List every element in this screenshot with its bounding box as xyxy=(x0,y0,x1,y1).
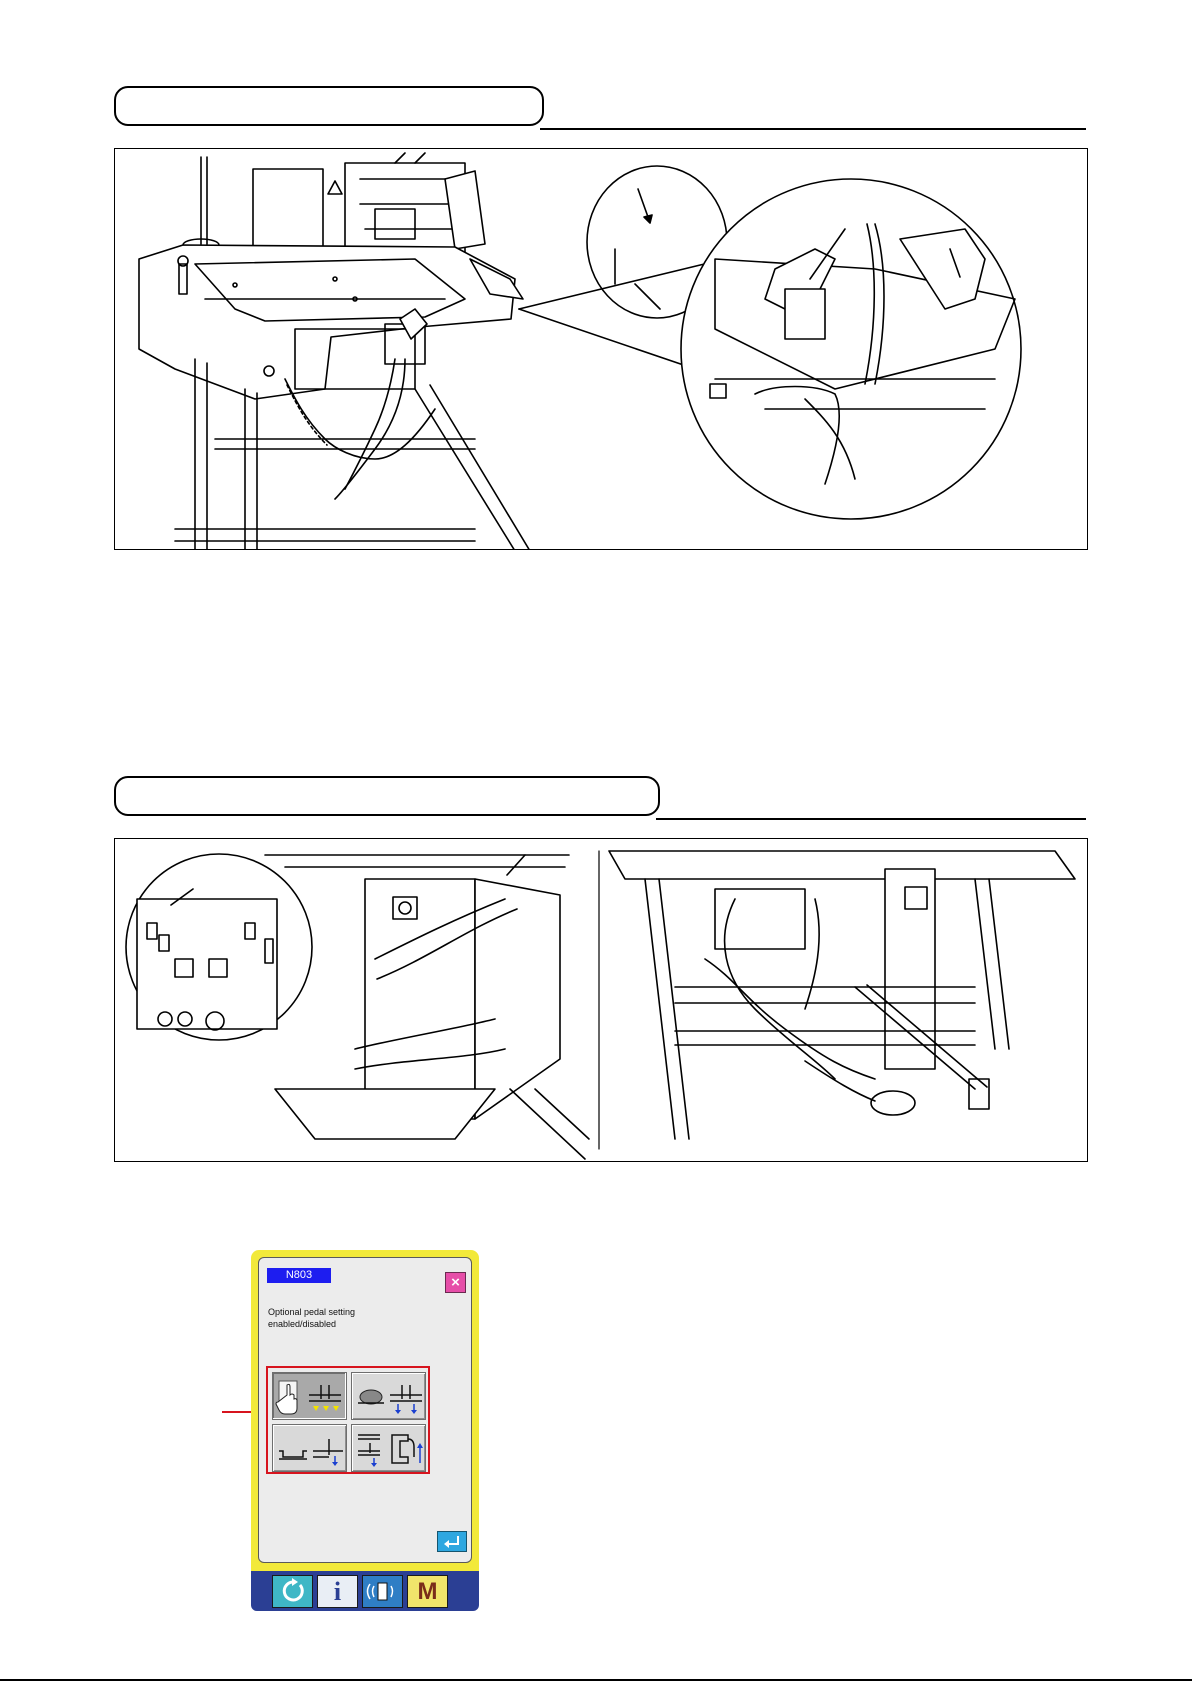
communication-icon xyxy=(363,1576,402,1607)
section-header-tab-2 xyxy=(114,776,660,816)
section-header-tab-1 xyxy=(114,86,544,126)
foot-pedal-presser-icon xyxy=(352,1373,425,1419)
figure-table-overview xyxy=(114,148,1088,550)
mode-button[interactable] xyxy=(407,1575,448,1608)
pedal-option-hand-touch-button[interactable] xyxy=(272,1372,347,1420)
cloth-clamp-presser-icon xyxy=(273,1425,346,1471)
section-rule-1 xyxy=(540,128,1086,130)
ready-button[interactable] xyxy=(272,1575,313,1608)
presser-lift-icon xyxy=(352,1425,425,1471)
operation-panel xyxy=(251,1250,479,1606)
pedal-option-presser-lift-button[interactable] xyxy=(351,1424,426,1472)
pedal-option-cloth-clamp-button[interactable] xyxy=(272,1424,347,1472)
page-footer-rule xyxy=(0,1679,1192,1681)
enter-icon xyxy=(438,1532,466,1551)
figure-control-box-and-pedal xyxy=(114,838,1088,1162)
panel-nav-bar xyxy=(251,1571,479,1611)
panel-screen xyxy=(258,1257,472,1563)
screen-title: N803 xyxy=(267,1268,331,1283)
pedal-setting-button-group xyxy=(266,1366,430,1474)
ready-cycle-icon xyxy=(273,1576,312,1607)
hand-touch-presser-icon xyxy=(273,1373,346,1419)
communication-button[interactable] xyxy=(362,1575,403,1608)
sewing-table-illustration xyxy=(115,149,1088,550)
close-icon: × xyxy=(451,1274,460,1291)
message-line-2: enabled/disabled xyxy=(268,1319,337,1329)
mode-icon: M xyxy=(417,1578,438,1605)
section-rule-2 xyxy=(656,818,1086,820)
info-icon: i xyxy=(333,1577,342,1606)
message-line-1: Optional pedal setting xyxy=(268,1307,356,1317)
control-box-illustration xyxy=(115,839,1088,1162)
enter-button[interactable] xyxy=(437,1531,467,1552)
information-button[interactable] xyxy=(317,1575,358,1608)
screen-message xyxy=(268,1306,418,1330)
close-button[interactable] xyxy=(445,1272,466,1293)
pedal-option-foot-pedal-button[interactable] xyxy=(351,1372,426,1420)
